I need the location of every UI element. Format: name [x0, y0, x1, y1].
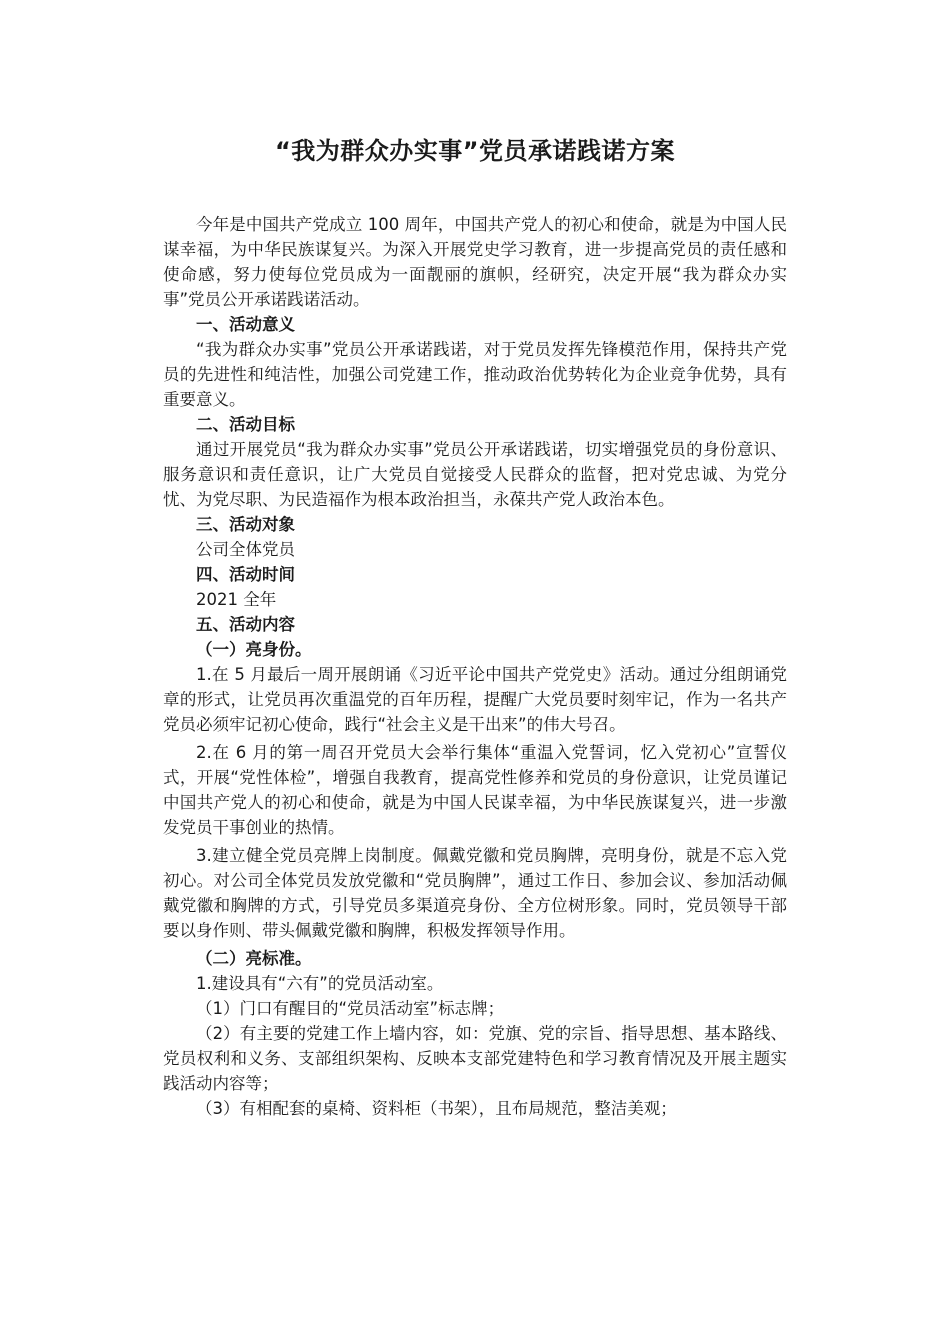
- standard-item-1b: （2）有主要的党建工作上墙内容，如：党旗、党的宗旨、指导思想、基本路线、党员权利和义务、支部组织架构、反映本支部党建特色和学习教育情况及开展主题实践活动内容等；: [163, 1024, 787, 1093]
- standard-item-1a: （1）门口有醒目的“党员活动室”标志牌；: [196, 999, 505, 1018]
- section-text-time: 2021 全年: [196, 590, 277, 609]
- identity-item-1: 1.在 5 月最后一周开展朗诵《习近平论中国共产党党史》活动。通过分组朗诵党章的形式，让党员再次重温党的百年历程，提醒广大党员要时刻牢记，作为一名共产党员必须牢记初心使命，践行“社会主义是干出来”的伟大号召。: [163, 665, 787, 734]
- standard-item-1: 1.建设具有“六有”的党员活动室。: [196, 974, 444, 993]
- identity-item-2: 2.在 6 月的第一周召开党员大会举行集体“重温入党誓词，忆入党初心”宣誓仪式，开展“党性体检”，增强自我教育，提高党性修养和党员的身份意识，让党员谨记中国共产党人的初心和使命，就是为中国人民谋幸福，为中华民族谋复兴，进一步激发党员干事创业的热情。: [163, 743, 787, 837]
- intro-paragraph: 今年是中国共产党成立 100 周年，中国共产党人的初心和使命，就是为中国人民谋幸福，为中华民族谋复兴。为深入开展党史学习教育，进一步提高党员的责任感和使命感，努力使每位党员成为一面靓丽的旗帜，经研究，决定开展“我为群众办实事”党员公开承诺践诺活动。: [163, 215, 787, 309]
- identity-item-3: 3.建立健全党员亮牌上岗制度。佩戴党徽和党员胸牌，亮明身份，就是不忘入党初心。对公司全体党员发放党徽和“党员胸牌”，通过工作日、参加会议、参加活动佩戴党徽和胸牌的方式，引导党员多渠道亮身份、全方位树形象。同时，党员领导干部要以身作则、带头佩戴党徽和胸牌，积极发挥领导作用。: [163, 846, 787, 940]
- section-text-significance: “我为群众办实事”党员公开承诺践诺，对于党员发挥先锋模范作用，保持共产党员的先进性和纯洁性，加强公司党建工作，推动政治优势转化为企业竞争优势，具有重要意义。: [163, 340, 787, 409]
- subsection-heading-identity: （一）亮身份。: [196, 640, 312, 659]
- section-heading-significance: 一、活动意义: [196, 315, 295, 334]
- subsection-heading-standard: （二）亮标准。: [196, 949, 312, 968]
- section-text-goal: 通过开展党员“我为群众办实事”党员公开承诺践诺，切实增强党员的身份意识、服务意识和责任意识，让广大党员自觉接受人民群众的监督，把对党忠诚、为党分忧、为党尽职、为民造福作为根本政治担当，永葆共产党人政治本色。: [163, 440, 787, 509]
- section-heading-content: 五、活动内容: [196, 615, 295, 634]
- section-heading-target: 三、活动对象: [196, 515, 295, 534]
- section-heading-time: 四、活动时间: [196, 565, 295, 584]
- page-title: “我为群众办实事”党员承诺践诺方案: [274, 137, 676, 165]
- standard-item-1c: （3）有相配套的桌椅、资料柜（书架），且布局规范，整洁美观；: [196, 1099, 677, 1118]
- document-body: [163, 212, 787, 1121]
- section-text-target: 公司全体党员: [196, 540, 295, 559]
- section-heading-goal: 二、活动目标: [196, 415, 295, 434]
